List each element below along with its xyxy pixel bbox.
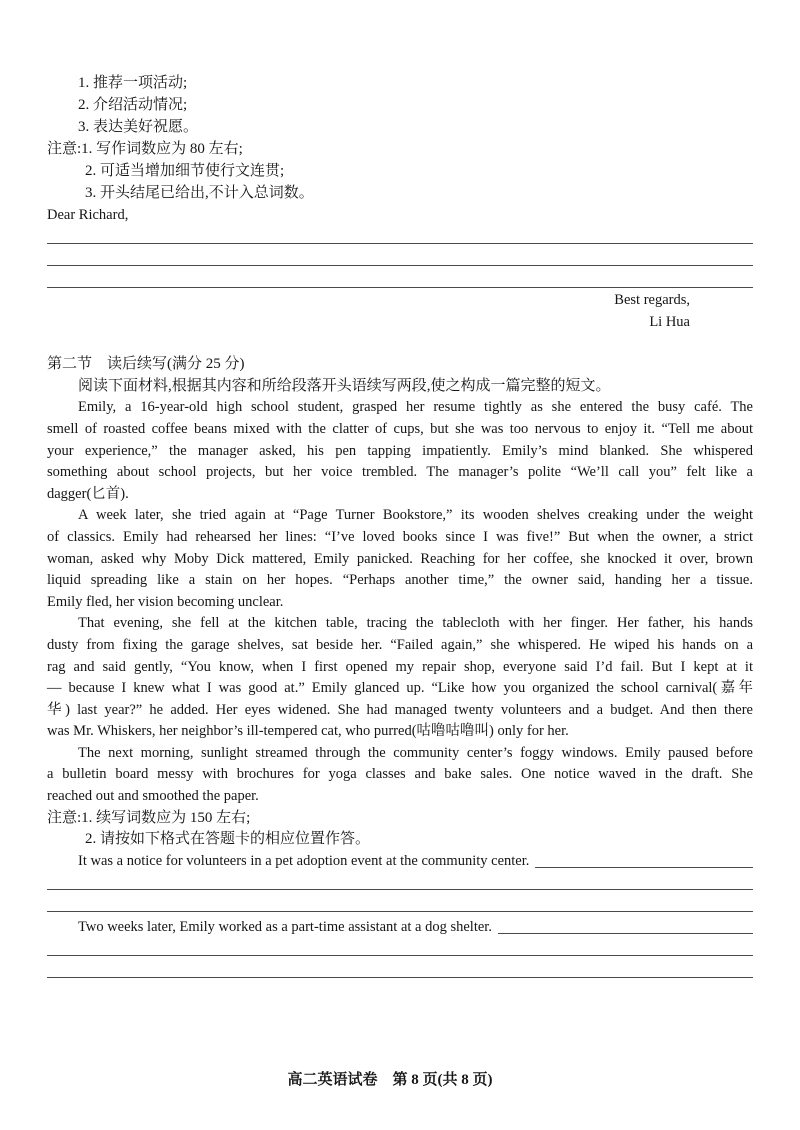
passage-line: something about school projects, but her voice trembled. The manager’s polite “We’ll call you” felt like a: [47, 464, 753, 481]
notes-label: 注意:: [47, 809, 82, 826]
note-item: 3. 开头结尾已给出,不计入总词数。: [85, 185, 314, 201]
requirement-item: 2. 介绍活动情况;: [78, 97, 188, 113]
letter-salutation: Dear Richard,: [47, 207, 129, 223]
writing-notes: [47, 138, 753, 160]
letter-closing-block: [614, 289, 690, 333]
opener-text: Two weeks later, Emily worked as a part-time assistant at a dog shelter.: [78, 919, 492, 935]
passage-line: smell of roasted coffee beans mixed with the clatter of cups, but she was too nervous to enjoy it. “Tell me about: [47, 420, 753, 437]
passage-line: a bulletin board messy with brochures for yoga classes and bake sales. One notice waved in the draft. She: [47, 766, 753, 783]
passage-line: woman, asked why Moby Dick mattered, Emily panicked. Reaching for her coffee, she knocked it over, brown: [47, 550, 753, 567]
passage-line: dagger(匕首).: [47, 485, 129, 502]
passage-line: — because I knew what I was good at.” Emily glanced up. “Like how you organized the school carnival(嘉年: [47, 680, 753, 697]
answer-blank: [498, 916, 753, 934]
answer-rule: [47, 955, 753, 956]
passage-line: dusty from fixing the garage shelves, sat beside her. “Failed again,” she whispered. He wiped his hands on a: [47, 636, 753, 653]
notes-label: 注意:: [47, 141, 82, 157]
writing-task: [47, 72, 753, 226]
passage-line: liquid spreading like a stain on her hopes. “Perhaps another time,” the owner said, handing her a tissue.: [47, 572, 753, 589]
requirement-item: 1. 推荐一项活动;: [78, 75, 188, 91]
passage-line: was Mr. Whiskers, her neighbor’s ill-tempered cat, who purred(咕噜咕噜叫) only for her.: [47, 723, 569, 740]
note-item: 1. 续写词数应为 150 左右;: [81, 809, 251, 826]
opener-text: It was a notice for volunteers in a pet adoption event at the community center.: [78, 852, 530, 869]
paragraph-opener-2: [47, 916, 753, 938]
note-item: 2. 可适当增加细节使行文连贯;: [85, 163, 285, 179]
answer-rule: [47, 977, 753, 978]
passage-line: That evening, she fell at the kitchen table, tracing the tablecloth with her finger. Her father, his hands: [78, 615, 753, 632]
passage-line: A week later, she tried again at “Page Turner Bookstore,” its wooden shelves creaking under the weight: [78, 507, 753, 524]
passage-paragraph: [47, 505, 753, 613]
passage-paragraph: [47, 743, 753, 808]
continuation-task: [47, 354, 753, 872]
answer-blank: [535, 851, 753, 869]
letter-closing: Best regards,: [614, 292, 690, 308]
passage-line: Emily, a 16-year-old high school student, grasped her resume tightly as she entered the busy café. The: [78, 399, 753, 416]
answer-rule: [47, 265, 753, 266]
letter-signature: Li Hua: [649, 314, 690, 330]
page-footer: 高二英语试卷 第 8 页(共 8 页): [287, 1072, 493, 1088]
passage-line: Emily fled, her vision becoming unclear.: [47, 593, 284, 610]
passage-line: your experience,” the manager asked, his pen tapping impatiently. Emily’s mind blanked. She whispered: [47, 442, 753, 459]
passage-paragraph: [47, 613, 753, 743]
section-heading: 第二节 读后续写(满分 25 分): [47, 356, 245, 373]
note-item: 2. 请按如下格式在答题卡的相应位置作答。: [85, 831, 371, 848]
section-instruction: 阅读下面材料,根据其内容和所给段落开头语续写两段,使之构成一篇完整的短文。: [78, 377, 611, 394]
note-item: 1. 写作词数应为 80 左右;: [81, 141, 243, 157]
answer-rule: [47, 287, 753, 288]
passage-line: The next morning, sunlight streamed through the community center’s foggy windows. Emily paused before: [78, 744, 753, 761]
answer-rule: [47, 911, 753, 912]
answer-rule: [47, 243, 753, 244]
passage-line: 华) last year?” he added. Her eyes widened. She had managed twenty volunteers and a budget. And then there: [47, 701, 753, 718]
paragraph-opener-1: [47, 851, 753, 873]
passage-line: rag and said gently, “You know, when I first opened my repair shop, everyone said I’d fail. But I kept at it: [47, 658, 753, 675]
requirement-item: 3. 表达美好祝愿。: [78, 119, 199, 135]
answer-rule: [47, 889, 753, 890]
passage-paragraph: [47, 397, 753, 505]
continuation-notes: [47, 808, 753, 830]
passage-line: reached out and smoothed the paper.: [47, 788, 259, 805]
passage-line: of classics. Emily had rehearsed her lines: “I’ve loved books since I was five!” But when the owner, a strict: [47, 528, 753, 545]
